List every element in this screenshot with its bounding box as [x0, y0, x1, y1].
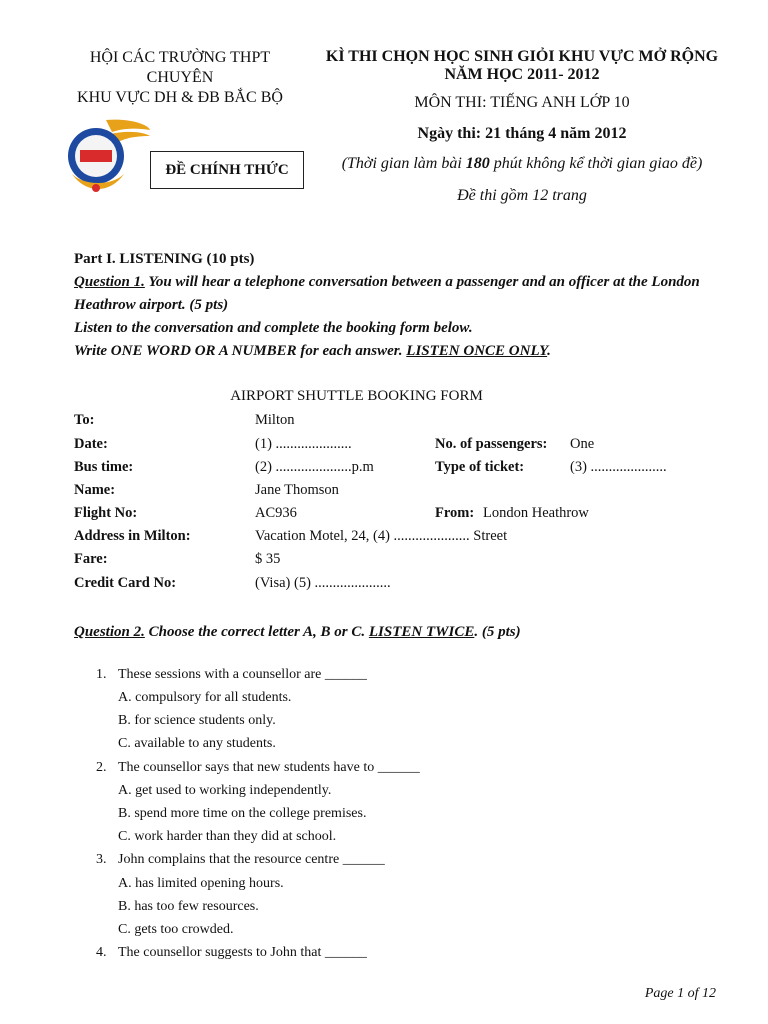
form-label-flight: Flight No:	[74, 505, 138, 521]
form-label-from: From:	[435, 505, 475, 521]
form-label-address: Address in Milton:	[74, 528, 191, 544]
organization-block	[40, 48, 320, 108]
question-2-header: Question 2. Choose the correct letter A, B or C. LISTEN TWICE. (5 pts)	[74, 624, 521, 640]
item-number: 4.	[96, 945, 107, 960]
form-label-name: Name:	[74, 482, 116, 498]
org-line-2: CHUYÊN	[146, 69, 214, 86]
form-value-fare: $ 35	[255, 551, 281, 567]
item-stem: The counsellor says that new students have to ______	[118, 760, 420, 775]
form-label-passengers: No. of passengers:	[435, 436, 548, 452]
question-1-instruction-1: Listen to the conversation and complete the booking form below.	[74, 320, 473, 336]
form-blank-3[interactable]: (3) .....................	[570, 459, 667, 475]
exam-subject: MÔN THI: TIẾNG ANH LỚP 10	[414, 94, 630, 111]
item-stem: John complains that the resource centre ______	[118, 852, 385, 867]
answer-option[interactable]: C. available to any students.	[118, 736, 276, 751]
question-2-label: Question 2.	[74, 624, 145, 640]
form-value-name: Jane Thomson	[255, 482, 339, 498]
form-label-to: To:	[74, 412, 95, 428]
form-value-from: London Heathrow	[483, 505, 589, 521]
item-number: 1.	[96, 667, 107, 682]
answer-option[interactable]: C. work harder than they did at school.	[118, 829, 337, 844]
booking-form-title: AIRPORT SHUTTLE BOOKING FORM	[230, 388, 483, 404]
question-1-header: Question 1. You will hear a telephone conversation between a passenger and an officer at the London Heathrow airport. (5 pts)	[74, 274, 700, 313]
form-blank-2[interactable]: (2) .....................p.m	[255, 459, 374, 475]
form-blank-1[interactable]: (1) .....................	[255, 436, 352, 452]
form-label-bus-time: Bus time:	[74, 459, 134, 475]
answer-option[interactable]: A. get used to working independently.	[118, 783, 332, 798]
form-label-credit-card: Credit Card No:	[74, 575, 177, 591]
answer-option[interactable]: B. spend more time on the college premises.	[118, 806, 367, 821]
org-line-3: KHU VỰC DH & ĐB BẮC BỘ	[77, 89, 283, 106]
form-label-ticket-type: Type of ticket:	[435, 459, 525, 475]
item-stem: These sessions with a counsellor are ______	[118, 667, 367, 682]
answer-option[interactable]: B. for science students only.	[118, 713, 276, 728]
official-exam-stamp: ĐỀ CHÍNH THỨC	[150, 151, 304, 189]
form-label-fare: Fare:	[74, 551, 108, 567]
form-value-flight: AC936	[255, 505, 297, 521]
exam-duration: (Thời gian làm bài 180 phút không kể thời gian giao đề)	[341, 155, 703, 172]
org-line-1: HỘI CÁC TRƯỜNG THPT	[89, 49, 271, 66]
page-count-note: Đề thi gồm 12 trang	[457, 187, 587, 204]
school-logo	[66, 116, 152, 196]
form-value-passengers: One	[570, 436, 595, 452]
form-blank-5[interactable]: (Visa) (5) .....................	[255, 575, 391, 591]
answer-option[interactable]: C. gets too crowded.	[118, 922, 234, 937]
part-title: Part I. LISTENING (10 pts)	[74, 251, 255, 267]
form-blank-4[interactable]: Vacation Motel, 24, (4) ..................... Street	[255, 528, 508, 544]
answer-option[interactable]: A. compulsory for all students.	[118, 690, 292, 705]
answer-option[interactable]: A. has limited opening hours.	[118, 876, 284, 891]
duration-minutes: 180	[465, 155, 490, 172]
item-number: 2.	[96, 760, 107, 775]
question-1-instruction-2: Write ONE WORD OR A NUMBER for each answer. LISTEN ONCE ONLY.	[74, 343, 551, 359]
item-stem: The counsellor suggests to John that ______	[118, 945, 367, 960]
item-number: 3.	[96, 852, 107, 867]
form-label-date: Date:	[74, 436, 108, 452]
exam-date: Ngày thi: 21 tháng 4 năm 2012	[417, 125, 627, 142]
question-1-label: Question 1.	[74, 274, 145, 290]
page-number: Page 1 of 12	[644, 986, 716, 1001]
exam-title: KÌ THI CHỌN HỌC SINH GIỎI KHU VỰC MỞ RỘNG NĂM HỌC 2011- 2012	[325, 48, 719, 83]
answer-option[interactable]: B. has too few resources.	[118, 899, 259, 914]
form-value-to: Milton	[255, 412, 295, 428]
